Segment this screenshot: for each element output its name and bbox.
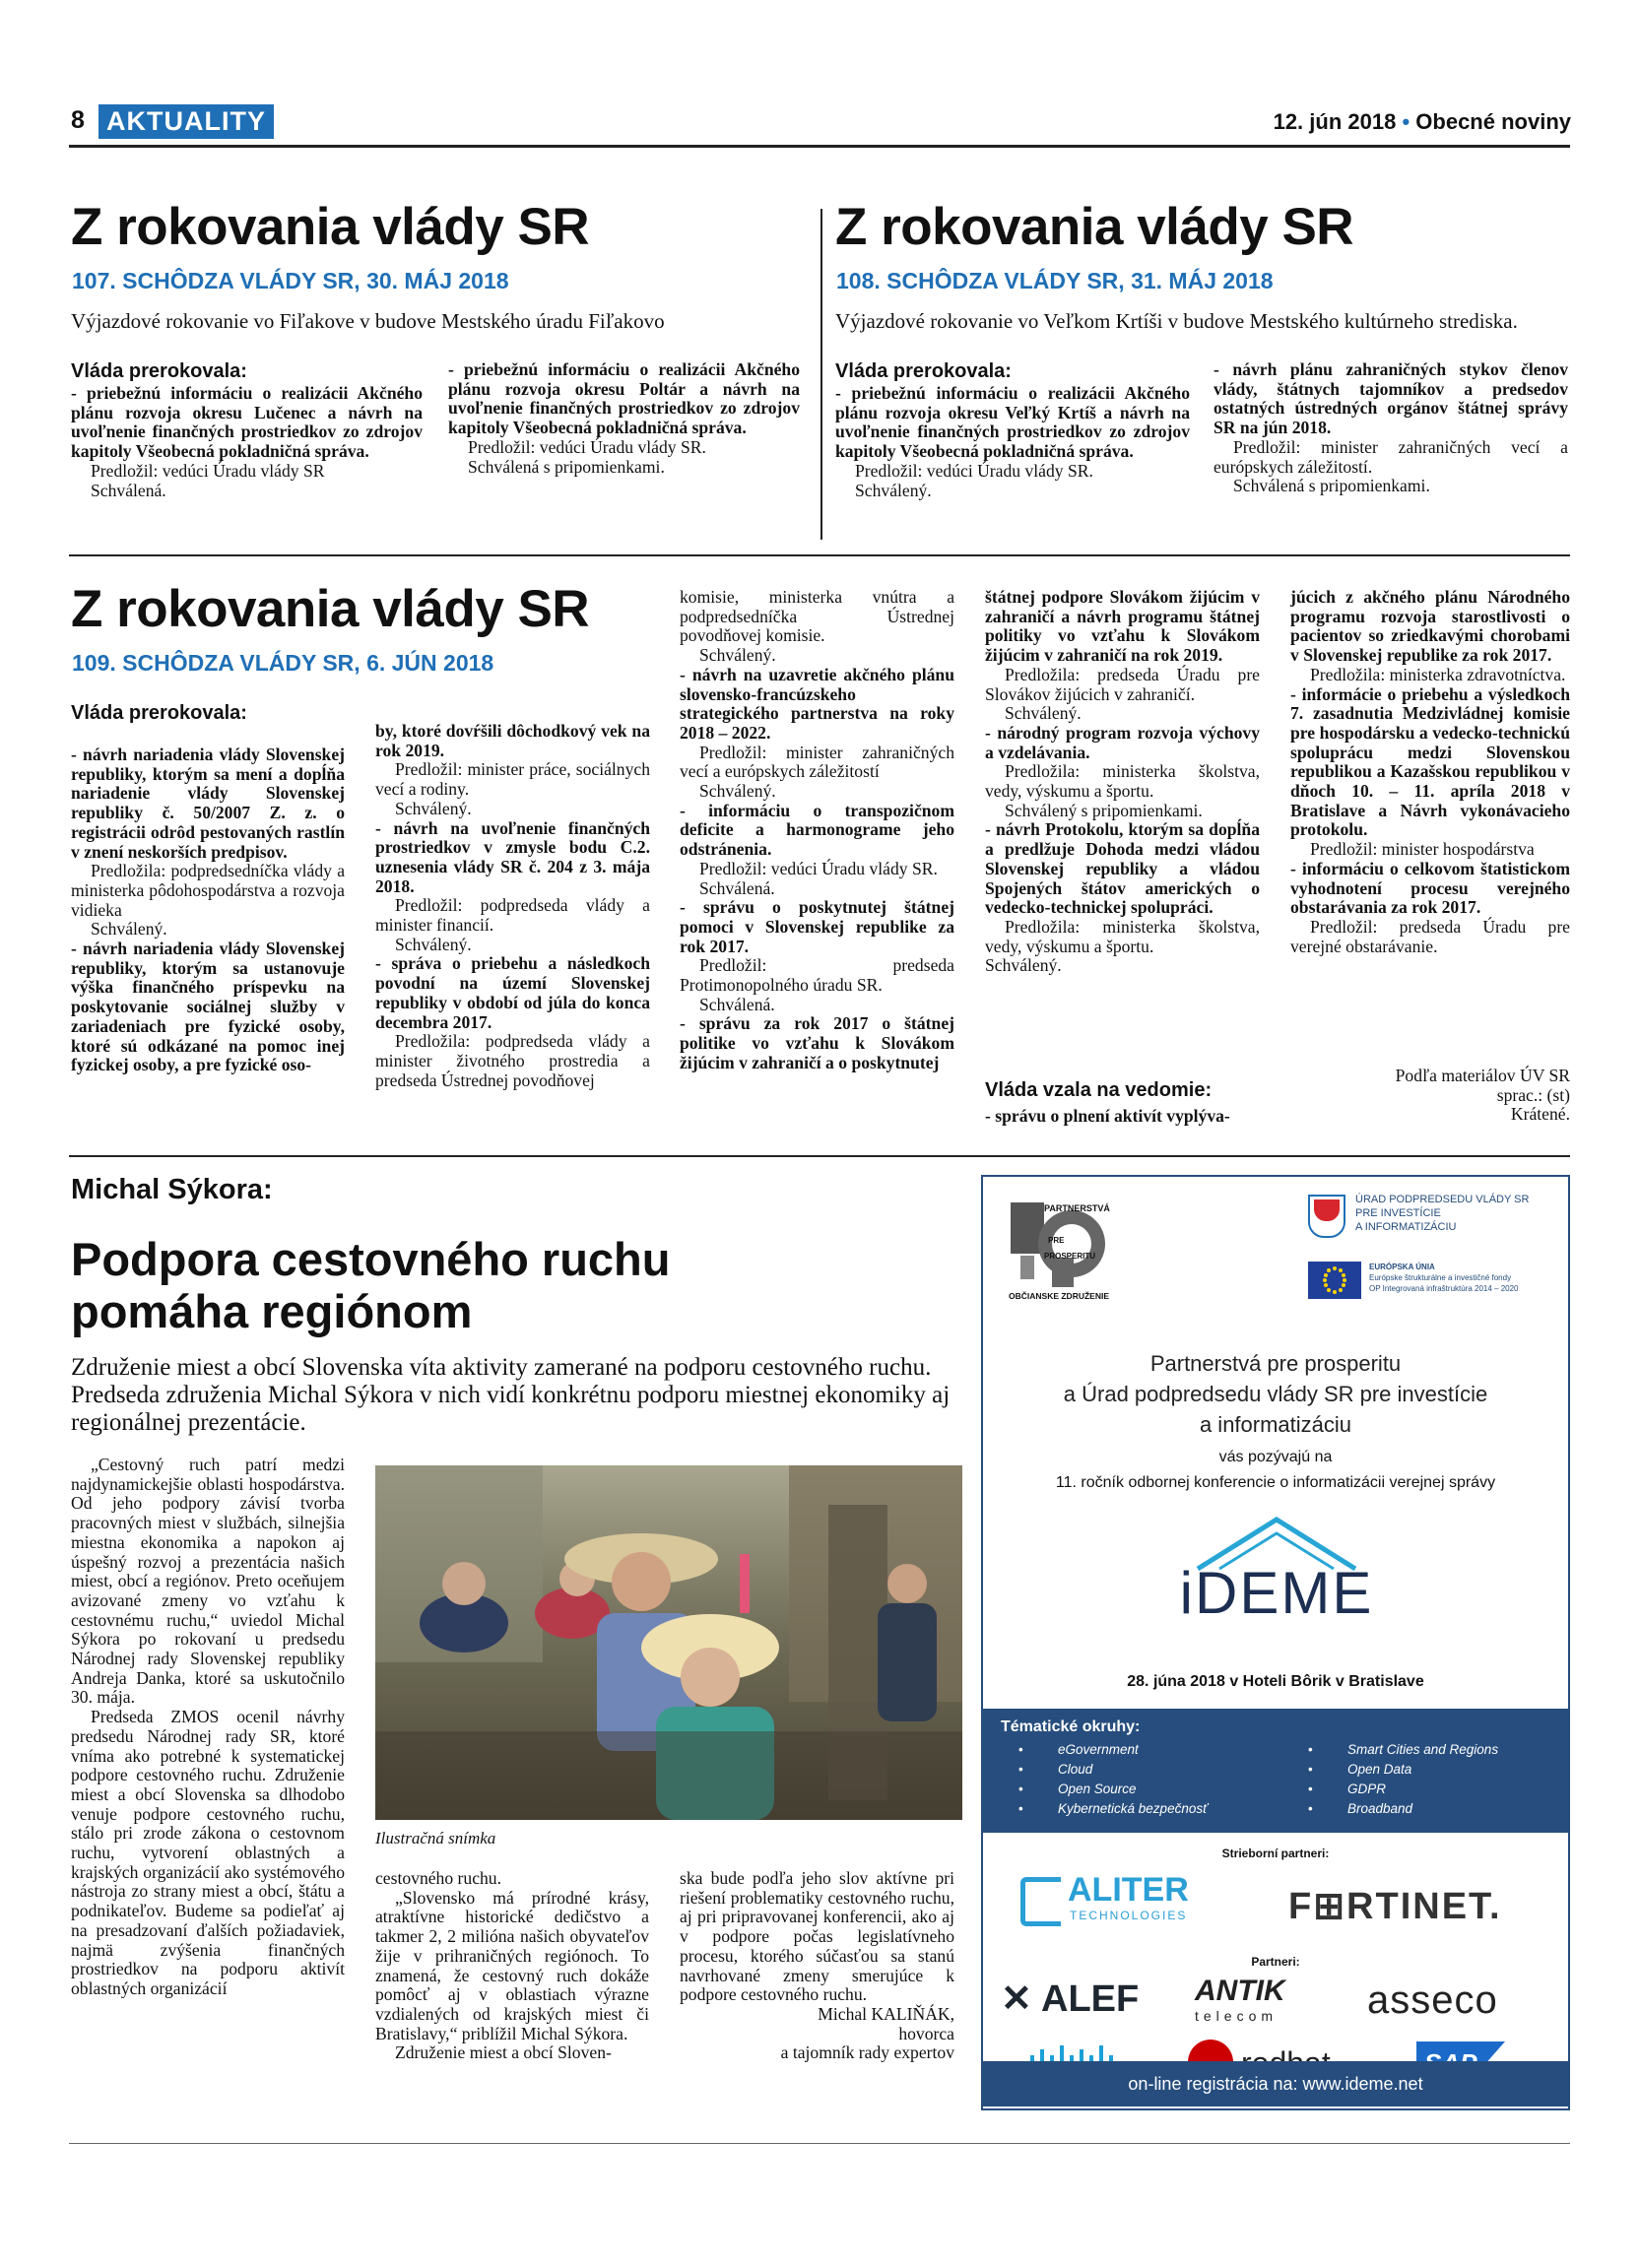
bullet: • <box>1018 1801 1023 1816</box>
logo-line: EURÓPSKA ÚNIA <box>1369 1263 1435 1271</box>
paragraph: Predložil: podpredseda vlády a minister financií. <box>375 895 650 936</box>
column-divider <box>820 209 822 540</box>
paragraph: hovorca <box>898 2023 954 2043</box>
article-column <box>680 588 954 1073</box>
topic-item <box>1018 1799 1208 1819</box>
topic-item <box>1018 1780 1208 1799</box>
tourists-photo <box>375 1465 962 1820</box>
article-column <box>375 1869 649 2063</box>
partnerstva-logo <box>1003 1197 1116 1305</box>
topics-list <box>1308 1740 1498 1819</box>
article-109 <box>71 579 589 639</box>
article-column <box>680 1869 954 2063</box>
paragraph: Schválená. <box>91 480 166 500</box>
paragraph: - národný program rozvoja výchovy a vzdelávania. <box>985 722 1260 762</box>
photo-caption: Ilustračná snímka <box>375 1829 496 1847</box>
antik-name: ANTIK <box>1195 1975 1285 2007</box>
paragraph: - priebežnú informáciu o realizácii Akčného plánu rozvoja okresu Veľký Krtíš a návrh na uvoľnenie finančných prostriedkov zo zdrojov kapitoly Všeobecná pokladničná správa. <box>835 383 1190 462</box>
paragraph: Predložil: minister zahraničných vecí a európskych záležitostí <box>680 742 954 782</box>
bullet: • <box>1018 1782 1023 1796</box>
paragraph: - priebežnú informáciu o realizácii Akčného plánu rozvoja okresu Poltár a návrh na uvoľnenie finančných prostriedkov zo zdrojov kapitoly Všeobecná pokladničná správa. <box>448 359 800 438</box>
paragraph: Schválený. <box>699 645 776 666</box>
issue-date: 12. jún 2018 <box>1273 109 1397 134</box>
paragraph: Schválená. <box>699 994 775 1014</box>
article-column <box>375 722 650 1090</box>
paragraph: Schválený. <box>395 798 472 818</box>
paragraph: Predseda ZMOS ocenil návrhy predsedu Národnej rady SR, ktoré vníma ako potrebné k systematickej podpore cestovného ruchu. Združenie miest a obcí Slovenska sa dlhodobo venuje podpore cestovného ruchu, stálo pri zrode zákona o cestovnom ruchu, vytvorení oblastných a krajských organizácií ako systémového nástroja zo strany miest a obcí, štátu a podnikateľov. Budeme sa podieľať aj na presadzovaní ďalších požiadaviek, najmä zvýšenia finančných prostriedkov na podporu aktivít oblastných organizácií <box>71 1707 345 1998</box>
logo-line: OP Integrovaná infraštruktúra 2014 – 2020 <box>1369 1284 1519 1293</box>
paragraph: - návrh na uzavretie akčného plánu slovensko-francúzskeho strategického partnerstva na roky 2018 – 2022. <box>680 664 954 743</box>
paper-name: Obecné noviny <box>1415 109 1571 134</box>
headline-line: a informatizáciu <box>1199 1412 1352 1437</box>
logo-line: PRE <box>1048 1236 1065 1245</box>
article-column <box>71 384 423 500</box>
ad-invite: vás pozývajú na <box>1218 1449 1333 1465</box>
government-office-name <box>1355 1193 1529 1234</box>
ideme-logo <box>1158 1512 1395 1640</box>
topic-label: eGovernment <box>1058 1742 1139 1757</box>
asseco-logo: asseco <box>1367 1978 1498 2022</box>
bullet: • <box>1308 1782 1313 1796</box>
paragraph: Schválený. <box>985 955 1062 976</box>
article-title: Z rokovania vlády SR <box>835 198 1354 256</box>
article-lead: Združenie miest a obcí Slovenska víta aktivity zamerané na podporu cestovného ruchu. Predseda združenia Michal Sýkora v nich vidí konkrétnu podporu miestnej ekonomiky aj regionálnej prezentácie. <box>71 1354 951 1436</box>
paragraph: Predložil: minister hospodárstva <box>1310 839 1535 860</box>
topic-item <box>1308 1780 1498 1799</box>
logo-caption: OBČIANSKE ZDRUŽENIE <box>1009 1291 1110 1301</box>
alef-logo: ✕ ALEF <box>1001 1978 1140 2020</box>
paragraph: Schválený. <box>699 781 776 802</box>
section-label-noted: Vláda vzala na vedomie: <box>985 1079 1213 1101</box>
article-column <box>71 1456 345 1999</box>
section-rule <box>69 554 1570 556</box>
paragraph: - správu o poskytnutej štátnej pomoci v Slovenskej republike za rok 2017. <box>680 897 954 956</box>
eu-flag-icon <box>1308 1262 1361 1299</box>
paragraph: - správa o priebehu a následkoch povodní na území Slovenskej republiky v období od júla do konca decembra 2017. <box>375 953 650 1032</box>
paragraph: - priebežnú informáciu o realizácii Akčného plánu rozvoja okresu Lučenec a návrh na uvoľnenie finančných prostriedkov zo zdrojov kapitoly Všeobecná pokladničná správa. <box>71 383 423 462</box>
section-rule <box>69 1155 1570 1157</box>
article-subtitle: 109. SCHÔDZA VLÁDY SR, 6. JÚN 2018 <box>72 650 494 676</box>
article-title: Z rokovania vlády SR <box>71 580 590 638</box>
article-108 <box>835 197 1353 257</box>
antik-sub: telecom <box>1195 2008 1279 2024</box>
article-subtitle: 108. SCHÔDZA VLÁDY SR, 31. MÁJ 2018 <box>836 268 1274 293</box>
source-line: Podľa materiálov ÚV SR <box>1395 1066 1570 1085</box>
topic-label: Smart Cities and Regions <box>1347 1742 1499 1757</box>
topic-label: Open Source <box>1058 1782 1137 1796</box>
registration-bar[interactable]: on-line registrácia na: www.ideme.net <box>981 2061 1570 2106</box>
bullet: • <box>1018 1742 1023 1757</box>
issue-info <box>1274 109 1571 135</box>
section-label-government: Vláda prerokovala: <box>835 360 1012 382</box>
paragraph: Schválený. <box>855 480 932 500</box>
section-label: AKTUALITY <box>98 104 274 139</box>
topic-label: Open Data <box>1347 1762 1412 1777</box>
paragraph: Predložil: minister práce, sociálnych vecí a rodiny. <box>375 759 650 800</box>
fortinet-logo: F⊞RTINET. <box>1288 1886 1502 1927</box>
article-column <box>1214 360 1568 496</box>
paragraph: štátnej podpore Slovákom žijúcim v zahraničí a návrh programu štátnej politiky vo vzťahu k Slovákom žijúcim v zahraničí na rok 2019. <box>985 587 1260 666</box>
paragraph: komisie, ministerka vnútra a podpredsedníčka Ústrednej povodňovej komisie. <box>680 587 954 646</box>
silver-partners-label: Strieborní partneri: <box>1221 1847 1330 1860</box>
topics-label: Tématické okruhy: <box>1001 1718 1141 1735</box>
paragraph: ska bude podľa jeho slov aktívne pri riešení problematiky cestovného ruchu, aj pri pripravovanej konferencii, ako aj v podpore počas legislatívneho procesu, ktorého súčasťou sa stanú navrhované zmeny smerujúce k podpore cestovného ruchu. <box>680 1868 954 2005</box>
paragraph: - návrh nariadenia vlády Slovenskej republiky, ktorým sa mení a dopĺňa nariadenie vlády Slovenskej republiky č. 50/2007 Z. z. o registrácii odrôd pestovaných rastlín v znení neskorších predpisov. <box>71 745 345 862</box>
topic-label: Cloud <box>1058 1762 1093 1777</box>
footer-rule <box>69 2143 1570 2144</box>
slovak-coat-of-arms-icon <box>1308 1195 1345 1238</box>
paragraph: - návrh plánu zahraničných stykov členov vlády, štátnych tajomníkov a predsedov ostatných ústredných orgánov štátnej správy SR na jún 2018. <box>1214 359 1568 438</box>
source-line: Krátené. <box>1510 1104 1570 1125</box>
paragraph: Schválená s pripomienkami. <box>468 456 665 477</box>
eu-text <box>1369 1262 1519 1294</box>
paragraph: - správu o plnení aktivít vyplýva- <box>985 1106 1230 1126</box>
paragraph: Schválený. <box>395 934 472 954</box>
paragraph: „Cestovný ruch patrí medzi najdynamickejšie oblasti hospodárstva. Od jeho podpory závisí tvorba pracovných miest v službách, silnejšia miestna ekonomika a napokon aj úspešný rozvoj a prezentácia našich miest, obcí a regiónov. Preto oceňujem avizované zmeny vo vzťahu k cestovnému ruchu,“ uviedol Michal Sýkora po rokovaní u predsedu Národnej rady Slovenskej republiky Andreja Danka, ktoré sa uskutočnilo 30. mája. <box>71 1455 345 1708</box>
headline-line: pomáha regiónom <box>71 1285 473 1337</box>
section-label-government: Vláda prerokovala: <box>71 702 247 724</box>
paragraph: - informáciu o celkovom štatistickom vyhodnotení procesu verejného obstarávania za rok 2017. <box>1290 858 1570 918</box>
topic-item <box>1018 1740 1208 1760</box>
aliter-logo <box>1020 1869 1217 1928</box>
logo-line: Európske štrukturálne a investičné fondy <box>1369 1273 1512 1282</box>
logo-line: PARTNERSTVÁ <box>1044 1203 1110 1213</box>
ad-event: 11. ročník odbornej konferencie o informatizácii verejnej správy <box>1055 1474 1496 1491</box>
aliter-sub: TECHNOLOGIES <box>1070 1909 1188 1922</box>
ad-when: 28. júna 2018 v Hoteli Bôrik v Bratislave <box>1127 1673 1424 1690</box>
article-column <box>1290 588 1570 956</box>
article-subtitle: 107. SCHÔDZA VLÁDY SR, 30. MÁJ 2018 <box>72 268 509 293</box>
article-column <box>71 745 345 1075</box>
bullet: • <box>1308 1801 1313 1816</box>
conference-advertisement <box>981 1175 1570 2110</box>
aliter-name: ALITER <box>1068 1871 1189 1909</box>
paragraph: Michal KALIŇÁK, <box>818 2003 954 2024</box>
paragraph: - informácie o priebehu a výsledkoch 7. zasadnutia Medzivládnej komisie pre hospodársku a vedecko-technickú spoluprácu medzi Slovenskou republikou a Kazašskou republikou v dňoch 10. – 11. apríla 2018 v Bratislave a Návrh vykonávacieho protokolu. <box>1290 683 1570 840</box>
logo-line: PRE INVESTÍCIE <box>1355 1207 1441 1219</box>
paragraph: Schválený. <box>1005 703 1082 724</box>
antik-logo <box>1195 1975 1323 2034</box>
article-107 <box>71 197 589 257</box>
headline-line: a Úrad podpredsedu vlády SR pre investície <box>1063 1382 1488 1406</box>
article-source <box>1290 1067 1570 1125</box>
paragraph: Predložila: podpredsedníčka vlády a ministerka pôdohospodárstva a rozvoja vidieka <box>71 861 345 920</box>
paragraph: Predložil: vedúci Úradu vlády SR <box>91 460 325 481</box>
paragraph: Predložila: podpredseda vlády a minister životného prostredia a predseda Ústrednej povodňovej <box>375 1031 650 1090</box>
article-column <box>448 360 800 477</box>
paragraph: Schválený. <box>91 919 167 940</box>
headline-line: Partnerstvá pre prosperitu <box>1149 1351 1402 1376</box>
partners-label: Partneri: <box>1251 1955 1300 1969</box>
paragraph: - informáciu o transpozičnom deficite a harmonograme jeho odstránenia. <box>680 800 954 860</box>
paragraph: Združenie miest a obcí Sloven- <box>395 2042 612 2063</box>
topic-item <box>1308 1760 1498 1780</box>
article-column <box>985 1107 1260 1127</box>
separator: • <box>1402 109 1410 134</box>
paragraph: Schválený s pripomienkami. <box>1005 800 1203 820</box>
paragraph: Predložil: vedúci Úradu vlády SR. <box>855 460 1093 481</box>
eu-stars-icon <box>1308 1262 1361 1299</box>
source-line: sprac.: (st) <box>1496 1084 1570 1105</box>
paragraph: Predložila: ministerka školstva, vedy, výskumu a športu. <box>985 916 1260 956</box>
government-office-logo <box>1308 1191 1554 1242</box>
eu-logo <box>1308 1260 1554 1307</box>
paragraph: cestovného ruchu. <box>375 1868 502 1888</box>
article-title: Z rokovania vlády SR <box>71 198 590 256</box>
topic-item <box>1308 1799 1498 1819</box>
paragraph: Predložil: predseda Úradu pre verejné obstarávanie. <box>1290 916 1570 956</box>
paragraph: Schválená. <box>699 877 775 898</box>
topic-label: Broadband <box>1347 1801 1413 1816</box>
logo-line: PROSPERITU <box>1044 1252 1096 1261</box>
topic-label: GDPR <box>1347 1782 1387 1796</box>
paragraph: Predložil: vedúci Úradu vlády SR. <box>699 858 938 878</box>
article-intro: Výjazdové rokovanie vo Fiľakove v budove Mestského úradu Fiľakovo <box>71 309 665 333</box>
paragraph: by, ktoré dovŕšili dôchodkový vek na rok 2019. <box>375 721 650 760</box>
paragraph: Predložil: minister zahraničných vecí a európskych záležitostí. <box>1214 436 1568 477</box>
paragraph: júcich z akčného plánu Národného programu rozvoja starostlivosti o pacientov so zriedkavými chorobami v Slovenskej republike za rok 2017. <box>1290 587 1570 666</box>
article-kicker: Michal Sýkora: <box>71 1174 273 1205</box>
page-number: 8 <box>71 106 85 134</box>
partnerstva-name <box>1044 1202 1110 1214</box>
bullet: • <box>1308 1742 1313 1757</box>
logo-line: ÚRAD PODPREDSEDU VLÁDY SR <box>1355 1194 1530 1205</box>
article-column <box>835 384 1190 500</box>
paragraph: a tajomník rady expertov <box>780 2042 954 2063</box>
paragraph: Predložila: ministerka školstva, vedy, výskumu a športu. <box>985 761 1260 802</box>
section-label-government: Vláda prerokovala: <box>71 360 247 382</box>
logo-line: A INFORMATIZÁCIU <box>1355 1221 1457 1233</box>
paragraph: Predložila: ministerka zdravotníctva. <box>1310 664 1566 684</box>
article-column <box>985 588 1260 976</box>
article-headline <box>71 1233 957 1337</box>
topics-box <box>983 1709 1568 1833</box>
article-intro: Výjazdové rokovanie vo Veľkom Krtíši v budove Mestského kultúrneho strediska. <box>835 309 1518 333</box>
topic-label: Kybernetická bezpečnosť <box>1058 1801 1208 1816</box>
paragraph: - správu za rok 2017 o štátnej politike vo vzťahu k Slovákom žijúcim v zahraničí a o poskytnutej <box>680 1013 954 1072</box>
ideme-wordmark: iDEME <box>1179 1560 1374 1626</box>
header-rule <box>69 145 1570 148</box>
paragraph: Predložil: vedúci Úradu vlády SR. <box>468 436 706 457</box>
paragraph: Predložila: predseda Úradu pre Slovákov žijúcich v zahraničí. <box>985 664 1260 704</box>
aliter-icon <box>1020 1877 1061 1926</box>
paragraph: - návrh na uvoľnenie finančných prostriedkov v zmysle bodu C.2. uznesenia vlády SR č. 204 z 3. mája 2018. <box>375 817 650 896</box>
bullet: • <box>1308 1762 1313 1777</box>
paragraph: - návrh Protokolu, ktorým sa dopĺňa a predlžuje Dohoda medzi vládou Slovenskej republiky a vládou Spojených štátov amerických o vedecko-technickej spolupráci. <box>985 819 1260 918</box>
headline-line: Podpora cestovného ruchu <box>71 1233 671 1285</box>
ad-headline <box>983 1348 1568 1440</box>
paragraph: Predložil: predseda Protimonopolného úradu SR. <box>680 955 954 996</box>
paragraph: „Slovensko má prírodné krásy, atraktívne historické dedičstvo a takmer 2, 2 milióna našich obyvateľov žije v prihraničných regiónoch. To znamená, že cestovný ruch dokáže pomôcť aj v oblastiach výrazne vzdialených od krajských miest či Bratislavy,“ priblížil Michal Sýkora. <box>375 1887 649 2043</box>
paragraph: Schválená s pripomienkami. <box>1233 476 1430 496</box>
alef-name: ALEF <box>1041 1978 1140 2020</box>
topic-item <box>1018 1760 1208 1780</box>
topic-item <box>1308 1740 1498 1760</box>
topics-list <box>1018 1740 1208 1819</box>
paragraph: - návrh nariadenia vlády Slovenskej republiky, ktorým sa ustanovuje výška finančného príspevku na poskytovanie sociálnej služby v zariadeniach pre fyzické osoby, ktoré sú odkázané na pomoc inej fyzickej osoby, a pre fyzické oso- <box>71 939 345 1075</box>
bullet: • <box>1018 1762 1023 1777</box>
photo-illustration <box>375 1465 962 1820</box>
